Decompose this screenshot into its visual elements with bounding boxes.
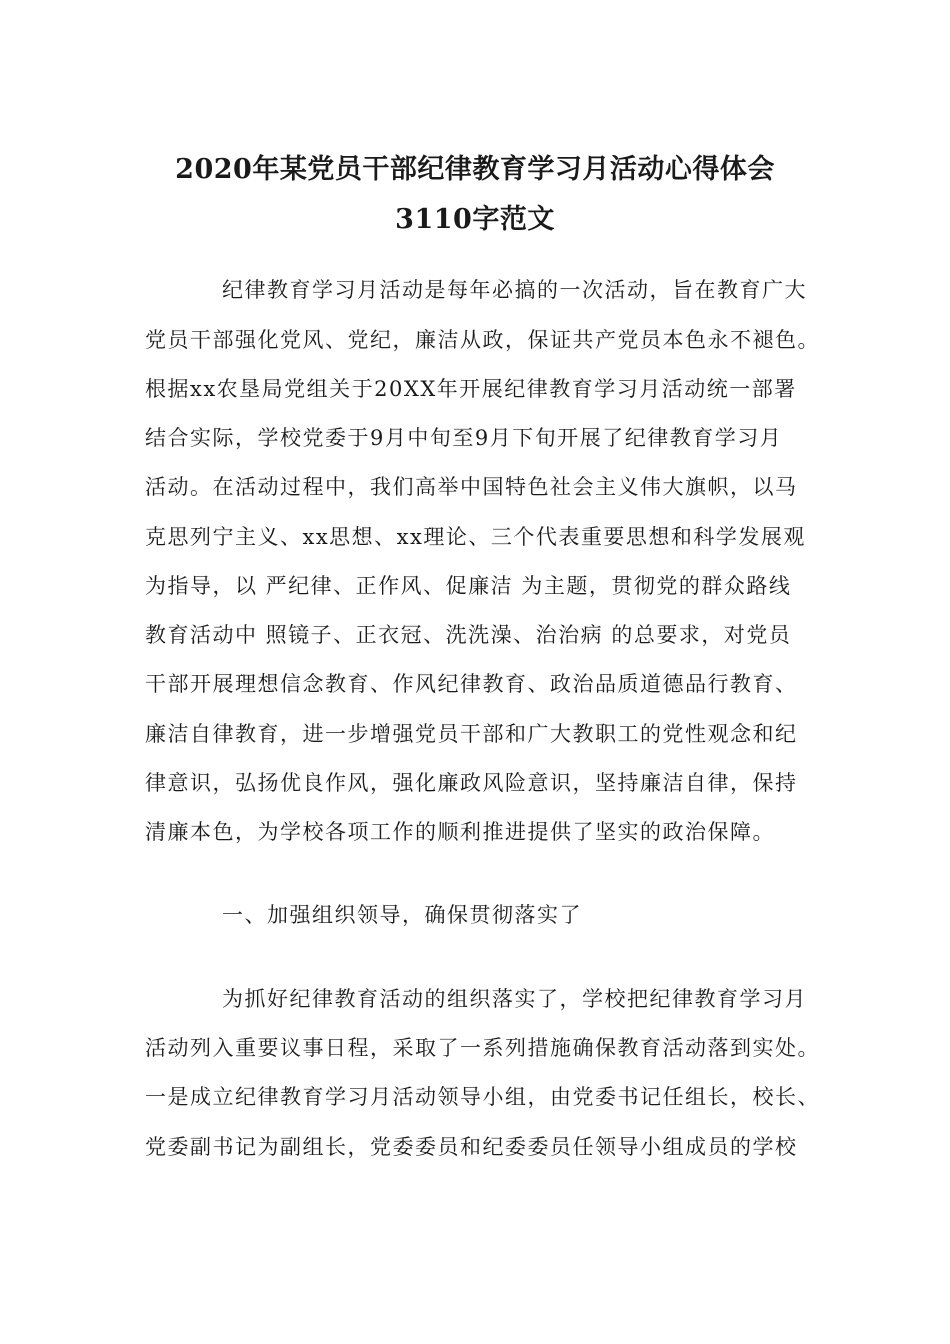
document-title-line-1: 2020年某党员干部纪律教育学习月活动心得体会 <box>175 154 775 185</box>
paragraph-1-line-3: 根据xx农垦局党组关于20XX年开展纪律教育学习月活动统一部署 <box>145 377 797 401</box>
paragraph-2-line-3: 一是成立纪律教育学习月活动领导小组，由党委书记任组长，校长、 <box>145 1085 820 1109</box>
paragraph-1-line-10: 廉洁自律教育，进一步增强党员干部和广大教职工的党性观念和纪 <box>145 722 798 746</box>
paragraph-2-line-4: 党委副书记为副组长，党委委员和纪委委员任领导小组成员的学校 <box>145 1135 798 1159</box>
paragraph-2-line-1: 为抓好纪律教育活动的组织落实了，学校把纪律教育学习月 <box>222 987 807 1011</box>
paragraph-1-line-6: 克思列宁主义、xx思想、xx理论、三个代表重要思想和科学发展观 <box>145 525 806 549</box>
paragraph-1-line-9: 干部开展理想信念教育、作风纪律教育、政治品质道德品行教育、 <box>145 672 798 696</box>
paragraph-1-line-11: 律意识，弘扬优良作风，强化廉政风险意识，坚持廉洁自律，保持 <box>145 771 798 795</box>
paragraph-1-line-7: 为指导，以 严纪律、正作风、促廉洁 为主题，贯彻党的群众路线 <box>145 574 792 598</box>
paragraph-1-line-1: 纪律教育学习月活动是每年必搞的一次活动，旨在教育广大 <box>222 278 807 302</box>
paragraph-1-line-8: 教育活动中 照镜子、正衣冠、洗洗澡、治治病 的总要求，对党员 <box>145 623 792 647</box>
paragraph-1-line-12: 清廉本色，为学校各项工作的顺利推进提供了坚实的政治保障。 <box>145 820 775 844</box>
paragraph-1-line-4: 结合实际，学校党委于9月中旬至9月下旬开展了纪律教育学习月 <box>145 426 783 450</box>
section-heading: 一、加强组织领导，确保贯彻落实了 <box>222 903 582 927</box>
paragraph-2-line-2: 活动列入重要议事日程，采取了一系列措施确保教育活动落到实处。 <box>145 1036 820 1060</box>
document-title-line-2: 3110字范文 <box>395 204 555 235</box>
paragraph-1-line-5: 活动。在活动过程中，我们高举中国特色社会主义伟大旗帜，以马 <box>145 475 798 499</box>
paragraph-1-line-2: 党员干部强化党风、党纪，廉洁从政，保证共产党员本色永不褪色。 <box>145 328 820 352</box>
